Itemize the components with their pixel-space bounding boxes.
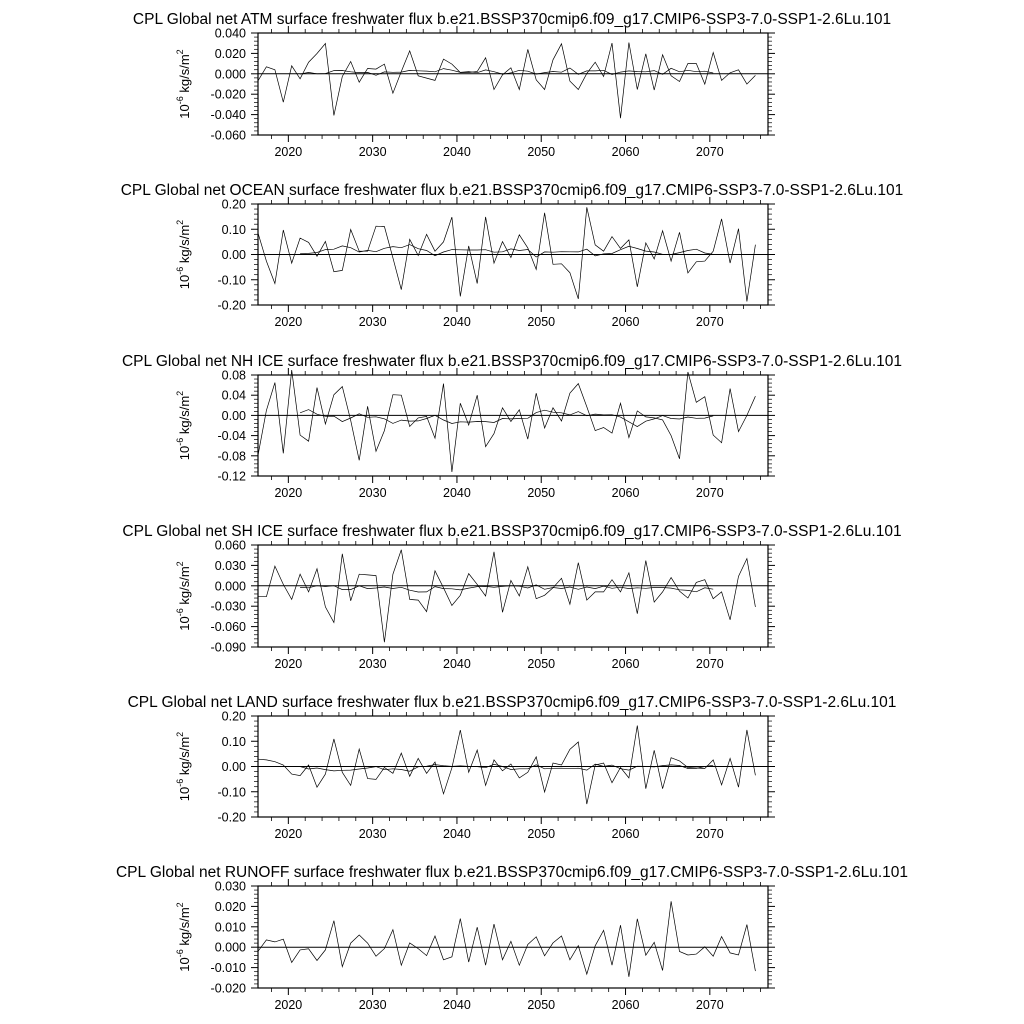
x-tick-label: 2060 xyxy=(611,827,640,841)
x-tick-label: 2070 xyxy=(695,657,724,671)
x-tick-label: 2070 xyxy=(695,486,724,500)
x-tick-label: 2060 xyxy=(611,998,640,1012)
panel-title: CPL Global net ATM surface freshwater flux b.e21.BSSP370cmip6.f09_g17.CMIP6-SSP3-7.0-SSP1-2.6Lu.101 xyxy=(132,11,892,28)
ylabel-exponent: -6 xyxy=(175,949,185,958)
y-tick-label: 0.000 xyxy=(214,940,246,955)
ylabel-exponent: -6 xyxy=(175,96,185,105)
ylabel-unit: kg/s/m xyxy=(177,54,192,97)
x-tick-label: 2040 xyxy=(443,486,471,500)
plot-frame xyxy=(258,375,768,476)
ylabel-unit-exponent: 2 xyxy=(175,49,185,55)
ylabel-exponent: -6 xyxy=(175,608,185,617)
panel-6 xyxy=(116,864,908,1012)
ylabel-base: 10 xyxy=(177,786,192,802)
y-tick-label: -0.20 xyxy=(217,298,246,313)
annual-series-line xyxy=(258,726,755,805)
ylabel-unit-exponent: 2 xyxy=(175,390,185,396)
y-tick-label: -0.060 xyxy=(210,620,246,635)
x-tick-label: 2030 xyxy=(358,657,387,671)
x-tick-label: 2070 xyxy=(695,827,724,841)
x-tick-label: 2060 xyxy=(611,486,640,500)
x-tick-label: 2070 xyxy=(695,998,724,1012)
running-mean-line xyxy=(300,410,713,427)
panel-1 xyxy=(133,11,891,159)
x-tick-label: 2070 xyxy=(695,145,724,159)
x-tick-label: 2060 xyxy=(611,145,640,159)
panel-title: CPL Global net NH ICE surface freshwater flux b.e21.BSSP370cmip6.f09_g17.CMIP6-SSP3-7.0-SSP1-2.6Lu.101 xyxy=(121,353,903,370)
ylabel-base: 10 xyxy=(177,957,192,972)
y-axis-label xyxy=(175,902,192,971)
ylabel-unit-exponent: 2 xyxy=(175,219,185,225)
annual-series-line xyxy=(258,370,755,472)
y-tick-label: 0.020 xyxy=(214,46,246,61)
y-tick-label: 0.010 xyxy=(214,920,246,935)
panel-title: CPL Global net SH ICE surface freshwater flux b.e21.BSSP370cmip6.f09_g17.CMIP6-SSP3-7.0-SSP1-2.6Lu.101 xyxy=(122,523,902,540)
y-tick-label: -0.10 xyxy=(217,273,246,288)
x-tick-label: 2060 xyxy=(611,657,640,671)
plot-frame xyxy=(258,33,768,135)
annual-series-line xyxy=(258,901,755,977)
x-tick-label: 2050 xyxy=(527,486,556,500)
y-axis-label xyxy=(175,732,192,801)
plot-frame xyxy=(258,545,768,647)
annual-series-line xyxy=(258,550,755,642)
y-tick-label: -0.08 xyxy=(217,449,246,464)
ylabel-base: 10 xyxy=(177,616,192,631)
x-tick-label: 2070 xyxy=(695,315,724,329)
x-tick-label: 2020 xyxy=(274,486,303,500)
ylabel-base: 10 xyxy=(177,104,192,119)
x-tick-label: 2060 xyxy=(611,315,640,329)
y-tick-label: -0.10 xyxy=(217,785,246,800)
x-tick-label: 2030 xyxy=(358,998,387,1012)
x-tick-label: 2030 xyxy=(358,315,387,329)
y-tick-label: 0.10 xyxy=(221,222,246,237)
panel-4 xyxy=(122,523,901,671)
y-tick-label: 0.10 xyxy=(221,734,246,749)
x-tick-label: 2020 xyxy=(274,827,303,841)
ylabel-exponent: -6 xyxy=(175,437,185,446)
x-tick-label: 2040 xyxy=(443,657,471,671)
y-axis-label xyxy=(175,391,192,460)
panel-title: CPL Global net LAND surface freshwater flux b.e21.BSSP370cmip6.f09_g17.CMIP6-SSP3-7.0-SSP1-2.6Lu.101 xyxy=(127,694,897,711)
y-tick-label: -0.040 xyxy=(210,108,246,123)
y-axis-label xyxy=(175,220,192,289)
x-tick-label: 2050 xyxy=(527,315,556,329)
x-tick-label: 2040 xyxy=(443,827,471,841)
ylabel-exponent: -6 xyxy=(175,266,185,275)
y-tick-label: 0.00 xyxy=(221,760,246,774)
y-tick-label: 0.00 xyxy=(221,408,246,423)
y-tick-label: -0.060 xyxy=(210,128,246,143)
ylabel-unit: kg/s/m xyxy=(177,395,192,438)
y-tick-label: -0.010 xyxy=(210,961,246,976)
ylabel-unit-exponent: 2 xyxy=(175,561,185,567)
annual-series-line xyxy=(258,43,755,119)
x-tick-label: 2050 xyxy=(527,145,556,159)
y-tick-label: 0.04 xyxy=(221,388,246,403)
x-tick-label: 2020 xyxy=(274,998,303,1012)
y-tick-label: 0.00 xyxy=(221,248,246,262)
y-tick-label: 0.030 xyxy=(214,558,246,573)
ylabel-unit-exponent: 2 xyxy=(175,731,185,737)
y-tick-label: 0.000 xyxy=(214,67,246,82)
x-tick-label: 2020 xyxy=(274,657,303,671)
panel-title: CPL Global net RUNOFF surface freshwater flux b.e21.BSSP370cmip6.f09_g17.CMIP6-SSP3-7.0-SSP1-2.6Lu.101 xyxy=(115,864,909,881)
ylabel-unit: kg/s/m xyxy=(177,566,192,609)
ylabel-base: 10 xyxy=(177,274,192,290)
y-tick-label: 0.040 xyxy=(214,26,246,41)
y-tick-label: -0.12 xyxy=(217,469,246,484)
y-tick-label: -0.020 xyxy=(210,87,246,102)
y-tick-label: 0.060 xyxy=(214,538,246,553)
ylabel-unit: kg/s/m xyxy=(177,736,192,779)
x-tick-label: 2040 xyxy=(443,998,471,1012)
y-tick-label: 0.08 xyxy=(221,368,246,383)
ylabel-unit-exponent: 2 xyxy=(175,902,185,908)
y-tick-label: -0.020 xyxy=(210,981,246,996)
ylabel-base: 10 xyxy=(177,445,192,461)
plot-frame xyxy=(258,886,768,988)
y-tick-label: 0.000 xyxy=(214,579,246,594)
y-tick-label: 0.030 xyxy=(214,879,246,894)
y-tick-label: 0.020 xyxy=(214,899,246,914)
y-tick-label: 0.20 xyxy=(221,709,246,724)
x-tick-label: 2050 xyxy=(527,657,556,671)
y-axis-label xyxy=(175,561,192,630)
x-tick-label: 2030 xyxy=(358,486,387,500)
x-tick-label: 2040 xyxy=(443,315,471,329)
x-tick-label: 2020 xyxy=(274,145,303,159)
ylabel-unit: kg/s/m xyxy=(177,907,192,950)
ylabel-unit: kg/s/m xyxy=(177,224,192,267)
y-tick-label: -0.04 xyxy=(217,429,246,444)
x-tick-label: 2040 xyxy=(443,145,471,159)
x-tick-label: 2020 xyxy=(274,315,303,329)
panel-3 xyxy=(122,353,902,500)
x-tick-label: 2030 xyxy=(358,827,387,841)
running-mean-line xyxy=(300,245,713,257)
ylabel-exponent: -6 xyxy=(175,778,185,787)
panel-title: CPL Global net OCEAN surface freshwater flux b.e21.BSSP370cmip6.f09_g17.CMIP6-SSP3-7.0-SSP1-2.6Lu.101 xyxy=(120,182,904,199)
panel-5 xyxy=(128,694,897,841)
y-tick-label: -0.20 xyxy=(217,810,246,825)
y-tick-label: 0.20 xyxy=(221,197,246,212)
panel-2 xyxy=(121,182,904,329)
x-tick-label: 2050 xyxy=(527,827,556,841)
y-tick-label: -0.090 xyxy=(210,640,246,655)
x-tick-label: 2050 xyxy=(527,998,556,1012)
y-axis-label xyxy=(175,49,192,118)
x-tick-label: 2030 xyxy=(358,145,387,159)
y-tick-label: -0.030 xyxy=(210,599,246,614)
